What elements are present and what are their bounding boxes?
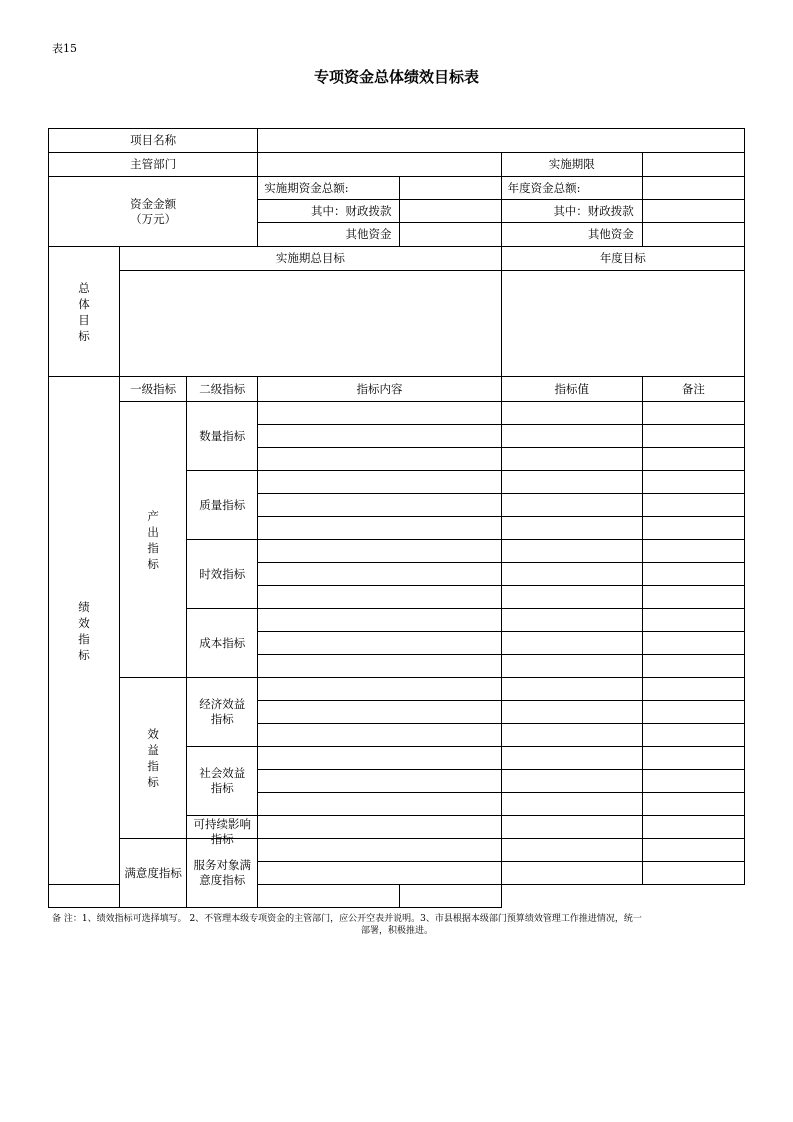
dept-cell[interactable]: [258, 153, 501, 177]
performance-goal-table: [48, 128, 745, 908]
table-cell[interactable]: [258, 494, 501, 517]
annual-goal-cell[interactable]: [501, 271, 744, 377]
table-cell[interactable]: [501, 448, 642, 471]
total-funds-label: 实施期资金总额:: [258, 177, 400, 200]
table-cell[interactable]: [501, 517, 642, 540]
col-level1: 一级指标: [120, 377, 187, 402]
table-cell[interactable]: [258, 862, 501, 885]
table-cell[interactable]: [501, 678, 642, 701]
table-cell[interactable]: [501, 402, 642, 425]
table-cell[interactable]: [642, 678, 744, 701]
table-cell[interactable]: [501, 609, 642, 632]
overall-goal-label: 总体目标: [49, 247, 120, 377]
table-cell[interactable]: [501, 632, 642, 655]
table-cell[interactable]: [501, 793, 642, 816]
table-cell[interactable]: [642, 425, 744, 448]
period-label: 实施期限: [501, 153, 642, 177]
footnote-line1: 备 注：1、绩效指标可选择填写。 2、不管理本级专项资金的主管部门，应公开空表并说明。3、市县根据本级部门预算绩效管理工作推进情况，统一: [52, 914, 642, 924]
table-cell[interactable]: [258, 609, 501, 632]
table-cell[interactable]: [642, 839, 744, 862]
project-name-cell[interactable]: [258, 129, 745, 153]
table-cell[interactable]: [642, 862, 744, 885]
benefit-indicator: 效益指标: [120, 678, 187, 839]
other-funds-cell[interactable]: [400, 223, 501, 247]
timeliness-indicator: 时效指标: [187, 540, 258, 609]
table-cell[interactable]: [258, 471, 501, 494]
funds-label: [49, 177, 258, 247]
table-cell[interactable]: [642, 448, 744, 471]
other-annual-cell[interactable]: [642, 223, 744, 247]
table-cell[interactable]: [501, 701, 642, 724]
funds-title: 资金金额: [130, 196, 177, 211]
table-cell[interactable]: [258, 448, 501, 471]
annual-goal-header: 年度目标: [501, 247, 744, 271]
table-cell[interactable]: [258, 586, 501, 609]
service-satisfaction-indicator: 服务对象满意度指标: [187, 839, 258, 908]
table-cell[interactable]: [642, 724, 744, 747]
table-cell[interactable]: [258, 770, 501, 793]
period-goal-header: 实施期总目标: [120, 247, 502, 271]
col-value: 指标值: [501, 377, 642, 402]
table-cell[interactable]: [642, 471, 744, 494]
footnote-line2: 部署，积极推进。: [360, 926, 433, 936]
table-cell[interactable]: [501, 747, 642, 770]
table-cell[interactable]: [258, 747, 501, 770]
table-cell[interactable]: [642, 816, 744, 839]
table-cell[interactable]: [501, 471, 642, 494]
table-cell[interactable]: [642, 655, 744, 678]
footnote: [52, 913, 742, 937]
table-cell[interactable]: [501, 816, 642, 839]
table-cell[interactable]: [642, 793, 744, 816]
annual-funds-label: 年度资金总额:: [501, 177, 642, 200]
table-cell[interactable]: [258, 655, 501, 678]
table-cell[interactable]: [642, 747, 744, 770]
fiscal-annual-cell[interactable]: [642, 200, 744, 223]
table-cell[interactable]: [501, 494, 642, 517]
table-cell[interactable]: [258, 402, 501, 425]
funds-unit: （万元）: [130, 211, 177, 226]
table-cell[interactable]: [258, 678, 501, 701]
annual-funds-cell[interactable]: [642, 177, 744, 200]
table-cell[interactable]: [258, 701, 501, 724]
table-cell[interactable]: [258, 540, 501, 563]
quantity-indicator: 数量指标: [187, 402, 258, 471]
table-cell[interactable]: [501, 586, 642, 609]
table-cell[interactable]: [258, 517, 501, 540]
table-cell[interactable]: [258, 816, 501, 839]
period-goal-cell[interactable]: [120, 271, 502, 377]
economic-indicator: 经济效益指标: [187, 678, 258, 747]
performance-indicator-label: 绩效指标: [49, 377, 120, 885]
table-cell[interactable]: [642, 494, 744, 517]
cost-indicator: 成本指标: [187, 609, 258, 678]
table-cell[interactable]: [642, 701, 744, 724]
other-annual-label: 其他资金: [501, 223, 642, 247]
fiscal-label: 其中：财政拨款: [258, 200, 400, 223]
table-cell[interactable]: [642, 517, 744, 540]
project-name-label: 项目名称: [49, 129, 258, 153]
table-cell[interactable]: [501, 655, 642, 678]
fiscal-cell[interactable]: [400, 200, 501, 223]
period-cell[interactable]: [642, 153, 744, 177]
col-content: 指标内容: [258, 377, 501, 402]
table-cell[interactable]: [642, 586, 744, 609]
table-cell[interactable]: [258, 724, 501, 747]
table-cell[interactable]: [501, 770, 642, 793]
table-cell[interactable]: [501, 862, 642, 885]
table-cell[interactable]: [501, 563, 642, 586]
table-cell[interactable]: [642, 632, 744, 655]
dept-label: 主管部门: [49, 153, 258, 177]
table-cell[interactable]: [642, 540, 744, 563]
table-cell[interactable]: [501, 839, 642, 862]
fiscal-annual-label: 其中：财政拨款: [501, 200, 642, 223]
page-title: 专项资金总体绩效目标表: [313, 68, 479, 86]
other-funds-label: 其他资金: [258, 223, 400, 247]
table-cell[interactable]: [501, 540, 642, 563]
col-remark: 备注: [642, 377, 744, 402]
table-cell[interactable]: [258, 839, 501, 862]
table-cell[interactable]: [258, 632, 501, 655]
table-cell[interactable]: [258, 793, 501, 816]
table-cell[interactable]: [642, 770, 744, 793]
table-cell[interactable]: [258, 885, 400, 908]
total-funds-cell[interactable]: [400, 177, 501, 200]
table-cell[interactable]: [258, 425, 501, 448]
table-cell[interactable]: [642, 609, 744, 632]
table-cell[interactable]: [501, 425, 642, 448]
social-indicator: 社会效益指标: [187, 747, 258, 816]
satisfaction-indicator: 满意度指标: [120, 839, 187, 908]
table-cell[interactable]: [642, 563, 744, 586]
table-number: 表15: [52, 42, 77, 55]
col-level2: 二级指标: [187, 377, 258, 402]
table-cell[interactable]: [400, 885, 501, 908]
table-cell[interactable]: [501, 724, 642, 747]
table-cell[interactable]: [642, 402, 744, 425]
quality-indicator: 质量指标: [187, 471, 258, 540]
table-cell[interactable]: [49, 885, 187, 908]
table-cell[interactable]: [258, 563, 501, 586]
sustain-indicator: 可持续影响指标: [187, 816, 258, 839]
output-indicator: 产出指标: [120, 402, 187, 678]
